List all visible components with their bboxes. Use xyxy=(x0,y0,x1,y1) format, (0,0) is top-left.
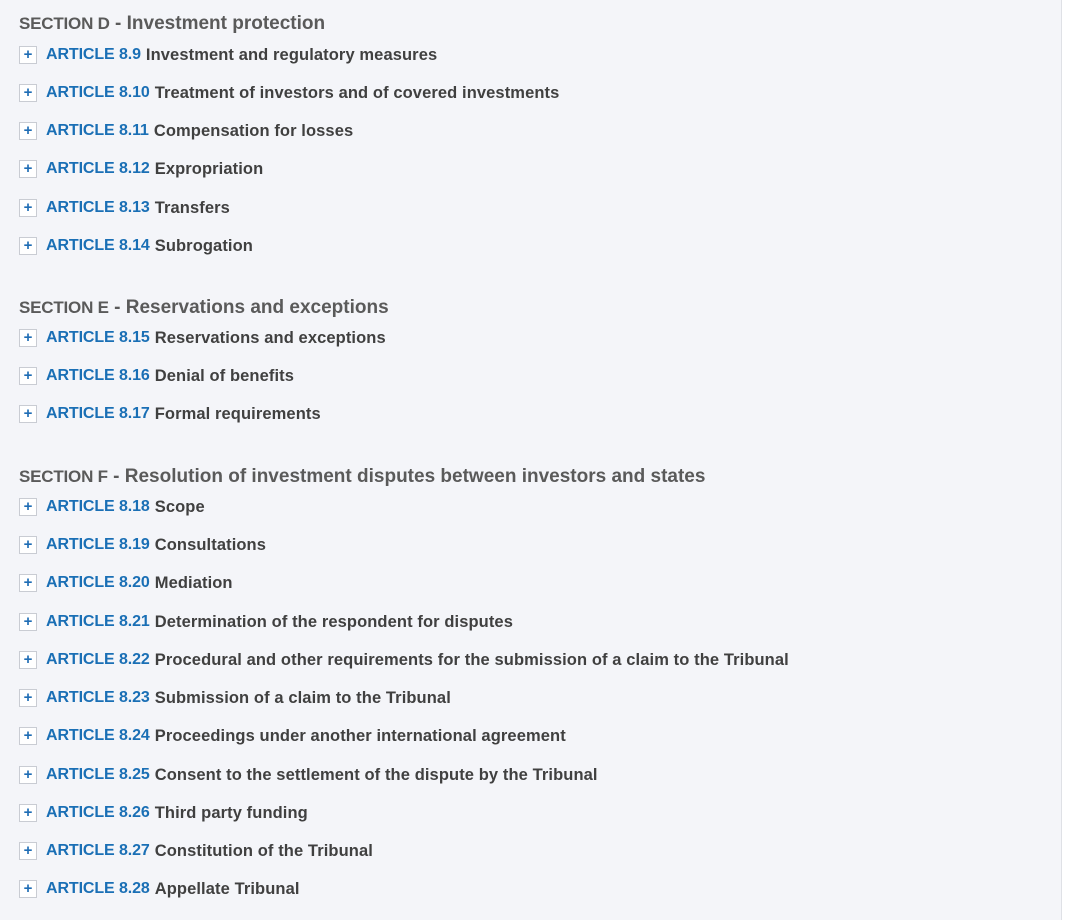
article-item[interactable] xyxy=(19,726,566,746)
section-separator: - xyxy=(108,297,126,318)
article-title[interactable]: Investment and regulatory measures xyxy=(145,45,438,64)
article-item[interactable] xyxy=(19,83,559,103)
article-number[interactable]: ARTICLE 8.10 xyxy=(46,84,150,101)
article-item[interactable] xyxy=(19,497,205,517)
article-item[interactable] xyxy=(19,688,451,708)
article-number[interactable]: ARTICLE 8.28 xyxy=(46,880,150,897)
section-separator: - xyxy=(107,466,125,487)
article-number[interactable]: ARTICLE 8.20 xyxy=(46,574,150,591)
article-title[interactable]: Reservations and exceptions xyxy=(154,328,386,347)
article-item[interactable] xyxy=(19,159,263,179)
article-title[interactable]: Subrogation xyxy=(154,236,253,255)
article-number[interactable]: ARTICLE 8.19 xyxy=(46,536,150,553)
article-number[interactable]: ARTICLE 8.25 xyxy=(46,766,150,783)
article-title[interactable]: Proceedings under another international agreement xyxy=(154,726,566,745)
article-title[interactable]: Determination of the respondent for disputes xyxy=(154,612,513,631)
article-number[interactable]: ARTICLE 8.13 xyxy=(46,199,150,216)
plus-icon[interactable]: + xyxy=(19,405,37,423)
section-name: Reservations and exceptions xyxy=(125,297,389,318)
plus-icon[interactable]: + xyxy=(19,613,37,631)
section-title xyxy=(19,297,389,319)
plus-icon[interactable]: + xyxy=(19,46,37,64)
plus-icon[interactable]: + xyxy=(19,237,37,255)
plus-icon[interactable]: + xyxy=(19,122,37,140)
section-label: SECTION F xyxy=(19,467,108,486)
section-name: Resolution of investment disputes between investors and states xyxy=(124,466,706,487)
article-number[interactable]: ARTICLE 8.17 xyxy=(46,405,150,422)
article-title[interactable]: Consultations xyxy=(154,535,267,554)
article-number[interactable]: ARTICLE 8.23 xyxy=(46,689,150,706)
plus-icon[interactable]: + xyxy=(19,727,37,745)
article-title[interactable]: Compensation for losses xyxy=(153,121,354,140)
plus-icon[interactable]: + xyxy=(19,84,37,102)
section-label: SECTION E xyxy=(19,298,109,317)
article-number[interactable]: ARTICLE 8.9 xyxy=(46,46,141,63)
section-title xyxy=(19,466,705,488)
article-item[interactable] xyxy=(19,328,386,348)
article-item[interactable] xyxy=(19,366,294,386)
article-title[interactable]: Appellate Tribunal xyxy=(154,879,300,898)
article-title[interactable]: Denial of benefits xyxy=(154,366,295,385)
article-item[interactable] xyxy=(19,236,253,256)
article-item[interactable] xyxy=(19,803,308,823)
article-item[interactable] xyxy=(19,612,513,632)
plus-icon[interactable]: + xyxy=(19,367,37,385)
article-item[interactable] xyxy=(19,535,266,555)
article-title[interactable]: Submission of a claim to the Tribunal xyxy=(154,688,451,707)
plus-icon[interactable]: + xyxy=(19,689,37,707)
article-title[interactable]: Procedural and other requirements for the submission of a claim to the Tribunal xyxy=(154,650,789,669)
plus-icon[interactable]: + xyxy=(19,880,37,898)
article-number[interactable]: ARTICLE 8.15 xyxy=(46,329,150,346)
article-title[interactable]: Constitution of the Tribunal xyxy=(154,841,373,860)
plus-icon[interactable]: + xyxy=(19,804,37,822)
article-item[interactable] xyxy=(19,841,373,861)
article-title[interactable]: Mediation xyxy=(154,573,233,592)
article-title[interactable]: Treatment of investors and of covered investments xyxy=(154,83,560,102)
article-item[interactable] xyxy=(19,45,437,65)
plus-icon[interactable]: + xyxy=(19,160,37,178)
article-item[interactable] xyxy=(19,198,230,218)
article-number[interactable]: ARTICLE 8.24 xyxy=(46,727,150,744)
section-title xyxy=(19,13,325,35)
plus-icon[interactable]: + xyxy=(19,498,37,516)
section-label: SECTION D xyxy=(19,14,110,33)
article-item[interactable] xyxy=(19,121,353,141)
article-number[interactable]: ARTICLE 8.27 xyxy=(46,842,150,859)
plus-icon[interactable]: + xyxy=(19,842,37,860)
plus-icon[interactable]: + xyxy=(19,199,37,217)
plus-icon[interactable]: + xyxy=(19,651,37,669)
article-item[interactable] xyxy=(19,404,321,424)
article-item[interactable] xyxy=(19,765,598,785)
article-title[interactable]: Consent to the settlement of the dispute by the Tribunal xyxy=(154,765,598,784)
article-title[interactable]: Scope xyxy=(154,497,205,516)
article-number[interactable]: ARTICLE 8.26 xyxy=(46,804,150,821)
article-item[interactable] xyxy=(19,573,233,593)
article-number[interactable]: ARTICLE 8.11 xyxy=(46,122,149,139)
article-number[interactable]: ARTICLE 8.22 xyxy=(46,651,150,668)
plus-icon[interactable]: + xyxy=(19,766,37,784)
section-name: Investment protection xyxy=(126,13,326,34)
plus-icon[interactable]: + xyxy=(19,536,37,554)
article-number[interactable]: ARTICLE 8.12 xyxy=(46,160,150,177)
article-item[interactable] xyxy=(19,879,300,899)
article-title[interactable]: Formal requirements xyxy=(154,404,321,423)
article-item[interactable] xyxy=(19,650,789,670)
plus-icon[interactable]: + xyxy=(19,329,37,347)
article-title[interactable]: Expropriation xyxy=(154,159,264,178)
article-title[interactable]: Transfers xyxy=(154,198,230,217)
article-title[interactable]: Third party funding xyxy=(154,803,308,822)
plus-icon[interactable]: + xyxy=(19,574,37,592)
article-number[interactable]: ARTICLE 8.16 xyxy=(46,367,150,384)
article-number[interactable]: ARTICLE 8.21 xyxy=(46,613,150,630)
section-separator: - xyxy=(109,13,127,34)
article-number[interactable]: ARTICLE 8.14 xyxy=(46,237,150,254)
article-number[interactable]: ARTICLE 8.18 xyxy=(46,498,150,515)
